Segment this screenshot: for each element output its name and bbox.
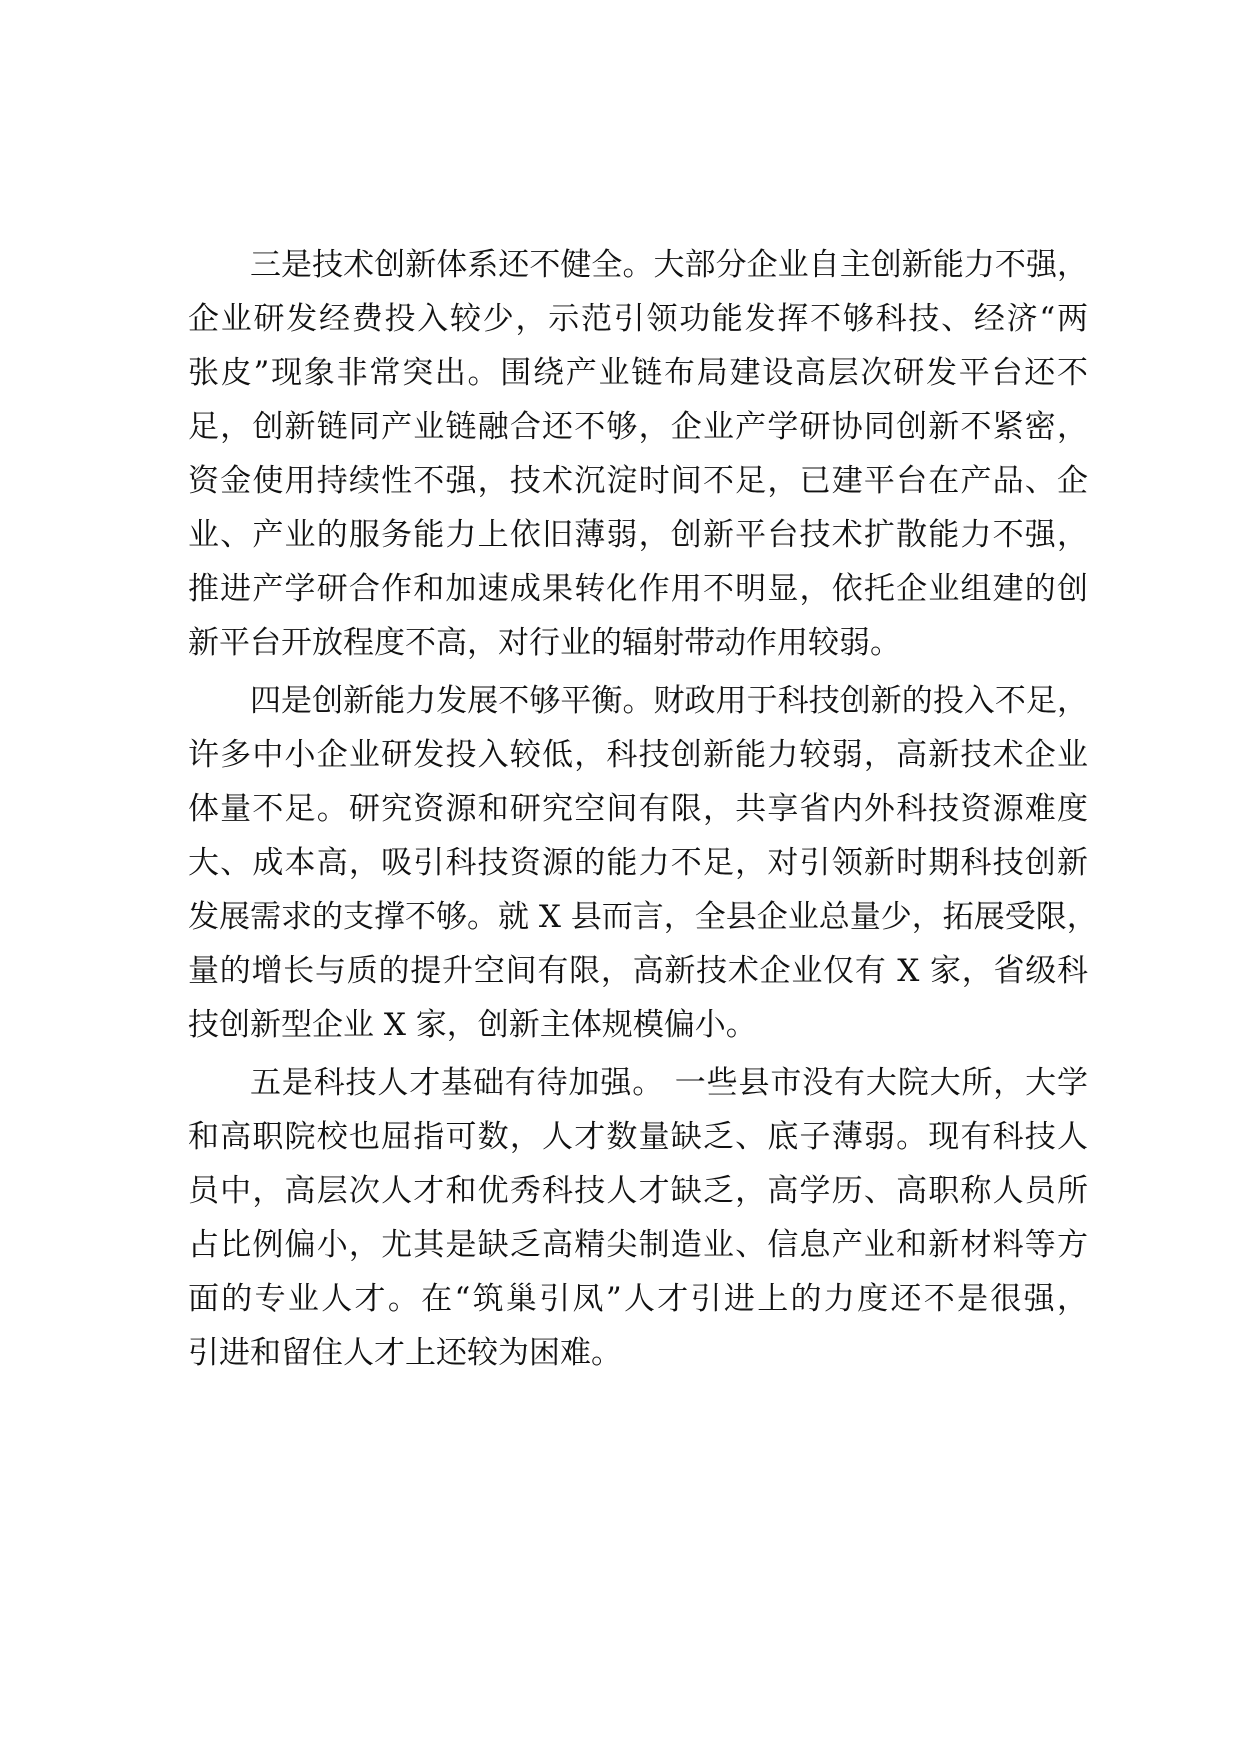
paragraph-line: 足，创新链同产业链融合还不够，企业产学研协同创新不紧密， xyxy=(188,409,1088,445)
paragraph-technical-innovation-system xyxy=(188,238,1088,670)
paragraph-line: 业、产业的服务能力上依旧薄弱，创新平台技术扩散能力不强， xyxy=(188,517,1088,553)
paragraph-line: 许多中小企业研发投入较低，科技创新能力较弱，高新技术企业 xyxy=(188,737,1088,773)
paragraph-line: 张皮”现象非常突出。围绕产业链布局建设高层次研发平台还不 xyxy=(188,355,1088,391)
paragraph-line: 面的专业人才。在“筑巢引凤”人才引进上的力度还不是很强， xyxy=(188,1281,1088,1317)
document-body xyxy=(188,238,1098,1380)
paragraph-line: 四是创新能力发展不够平衡。财政用于科技创新的投入不足， xyxy=(250,683,1088,719)
paragraph-line: 三是技术创新体系还不健全。大部分企业自主创新能力不强， xyxy=(250,247,1088,283)
paragraph-line: 企业研发经费投入较少，示范引领功能发挥不够科技、经济“两 xyxy=(188,301,1088,337)
paragraph-line: 新平台开放程度不高，对行业的辐射带动作用较弱。 xyxy=(188,625,901,661)
paragraph-innovation-balance xyxy=(188,674,1098,1052)
paragraph-line: 大、成本高，吸引科技资源的能力不足，对引领新时期科技创新 xyxy=(188,845,1088,881)
paragraph-line: 五是科技人才基础有待加强。 一些县市没有大院大所，大学 xyxy=(250,1065,1088,1101)
paragraph-line: 推进产学研合作和加速成果转化作用不明显，依托企业组建的创 xyxy=(188,571,1088,607)
paragraph-line: 引进和留住人才上还较为困难。 xyxy=(188,1335,622,1371)
paragraph-line: 和高职院校也屈指可数，人才数量缺乏、底子薄弱。现有科技人 xyxy=(188,1119,1088,1155)
paragraph-line: 量的增长与质的提升空间有限，高新技术企业仅有 X 家，省级科 xyxy=(188,953,1088,989)
paragraph-line: 占比例偏小，尤其是缺乏高精尖制造业、信息产业和新材料等方 xyxy=(188,1227,1088,1263)
paragraph-line: 资金使用持续性不强，技术沉淀时间不足，已建平台在产品、企 xyxy=(188,463,1088,499)
paragraph-tech-talent xyxy=(188,1056,1088,1380)
paragraph-line: 发展需求的支撑不够。就 X 县而言，全县企业总量少，拓展受限， xyxy=(188,899,1098,935)
paragraph-line: 体量不足。研究资源和研究空间有限，共享省内外科技资源难度 xyxy=(188,791,1088,827)
paragraph-line: 员中，高层次人才和优秀科技人才缺乏，高学历、高职称人员所 xyxy=(188,1173,1088,1209)
paragraph-line: 技创新型企业 X 家，创新主体规模偏小。 xyxy=(188,1007,757,1043)
